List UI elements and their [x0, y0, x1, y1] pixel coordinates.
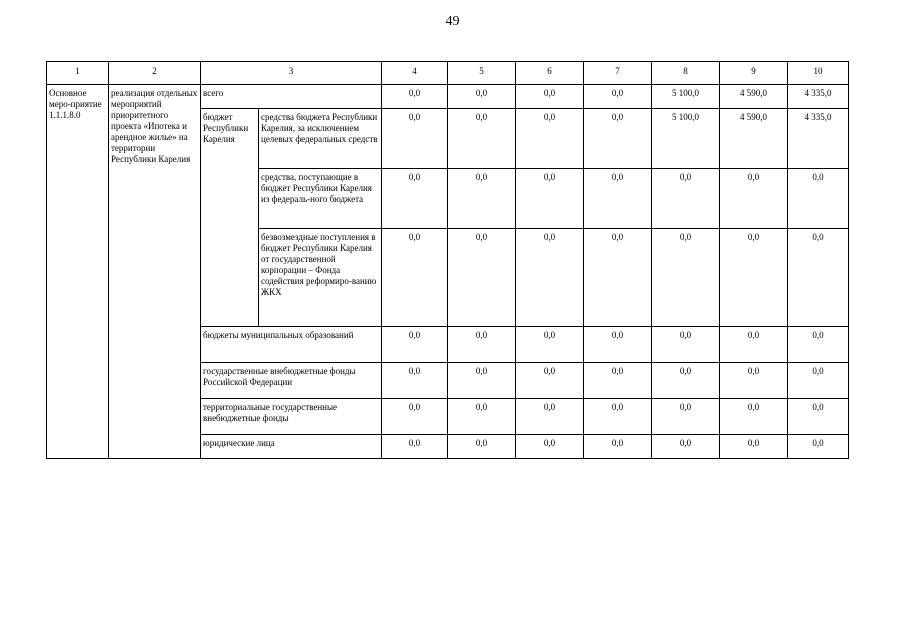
value-cell: 0,0 — [516, 327, 584, 363]
value-cell: 0,0 — [516, 109, 584, 169]
value-cell: 5 100,0 — [652, 109, 720, 169]
value-cell: 0,0 — [382, 169, 448, 229]
value-cell: 0,0 — [516, 435, 584, 459]
column-header: 3 — [201, 62, 382, 85]
value-cell: 0,0 — [584, 169, 652, 229]
value-cell: 0,0 — [720, 363, 788, 399]
value-cell: 0,0 — [788, 399, 849, 435]
value-cell: 0,0 — [584, 399, 652, 435]
value-cell: 0,0 — [720, 169, 788, 229]
column-header: 8 — [652, 62, 720, 85]
row-label: бюджеты муниципальных образований — [201, 327, 382, 363]
row-label: территориальные государственные внебюджетные фонды — [201, 399, 382, 435]
row-label: средства бюджета Республики Карелия, за исключением целевых федеральных средств — [259, 109, 382, 169]
value-cell: 0,0 — [382, 229, 448, 327]
value-cell: 0,0 — [788, 229, 849, 327]
row-label: средства, поступающие в бюджет Республики Карелия из федераль-ного бюджета — [259, 169, 382, 229]
value-cell: 0,0 — [448, 169, 516, 229]
value-cell: 4 590,0 — [720, 85, 788, 109]
value-cell: 4 335,0 — [788, 85, 849, 109]
value-cell: 4 590,0 — [720, 109, 788, 169]
page-number: 49 — [445, 14, 460, 29]
value-cell: 0,0 — [516, 85, 584, 109]
value-cell: 0,0 — [652, 169, 720, 229]
value-cell: 0,0 — [448, 109, 516, 169]
column-header: 2 — [109, 62, 201, 85]
republic-budget-label: бюджет Республики Карелия — [201, 109, 259, 327]
column-header: 10 — [788, 62, 849, 85]
value-cell: 0,0 — [584, 435, 652, 459]
value-cell: 0,0 — [788, 169, 849, 229]
value-cell: 0,0 — [720, 327, 788, 363]
event-description: реализация отдельных мероприятий приоритетного проекта «Ипотека и арендное жилье» на территории Республики Карелия — [109, 85, 201, 459]
value-cell: 0,0 — [382, 363, 448, 399]
value-cell: 5 100,0 — [652, 85, 720, 109]
value-cell: 0,0 — [720, 399, 788, 435]
value-cell: 0,0 — [584, 109, 652, 169]
value-cell: 0,0 — [584, 363, 652, 399]
value-cell: 0,0 — [720, 229, 788, 327]
value-cell: 0,0 — [382, 109, 448, 169]
value-cell: 0,0 — [448, 327, 516, 363]
column-header: 5 — [448, 62, 516, 85]
value-cell: 0,0 — [516, 363, 584, 399]
value-cell: 0,0 — [382, 435, 448, 459]
value-cell: 0,0 — [448, 363, 516, 399]
value-cell: 0,0 — [516, 229, 584, 327]
column-header: 6 — [516, 62, 584, 85]
value-cell: 0,0 — [584, 327, 652, 363]
column-header: 1 — [47, 62, 109, 85]
funding-table — [46, 61, 849, 459]
column-header: 4 — [382, 62, 448, 85]
value-cell: 0,0 — [788, 327, 849, 363]
value-cell: 0,0 — [448, 435, 516, 459]
header-row — [47, 62, 849, 85]
value-cell: 0,0 — [788, 435, 849, 459]
value-cell: 0,0 — [652, 327, 720, 363]
row-label: государственные внебюджетные фонды Российской Федерации — [201, 363, 382, 399]
value-cell: 0,0 — [652, 399, 720, 435]
value-cell: 0,0 — [584, 229, 652, 327]
value-cell: 0,0 — [788, 363, 849, 399]
value-cell: 0,0 — [448, 85, 516, 109]
event-code: Основное меро-приятие 1.1.1.8.0 — [47, 85, 109, 459]
value-cell: 0,0 — [652, 229, 720, 327]
column-header: 9 — [720, 62, 788, 85]
row-label: безвозмездные поступления в бюджет Республики Карелия от государственной корпорации – Фонда содействия реформиро-ванию ЖКХ — [259, 229, 382, 327]
column-header: 7 — [584, 62, 652, 85]
row-label: всего — [201, 85, 382, 109]
value-cell: 0,0 — [382, 399, 448, 435]
row-label: юридические лица — [201, 435, 382, 459]
value-cell: 4 335,0 — [788, 109, 849, 169]
value-cell: 0,0 — [516, 169, 584, 229]
value-cell: 0,0 — [448, 229, 516, 327]
value-cell: 0,0 — [720, 435, 788, 459]
value-cell: 0,0 — [516, 399, 584, 435]
value-cell: 0,0 — [382, 327, 448, 363]
value-cell: 0,0 — [448, 399, 516, 435]
table-row-total — [47, 85, 849, 109]
value-cell: 0,0 — [652, 435, 720, 459]
value-cell: 0,0 — [652, 363, 720, 399]
value-cell: 0,0 — [584, 85, 652, 109]
value-cell: 0,0 — [382, 85, 448, 109]
